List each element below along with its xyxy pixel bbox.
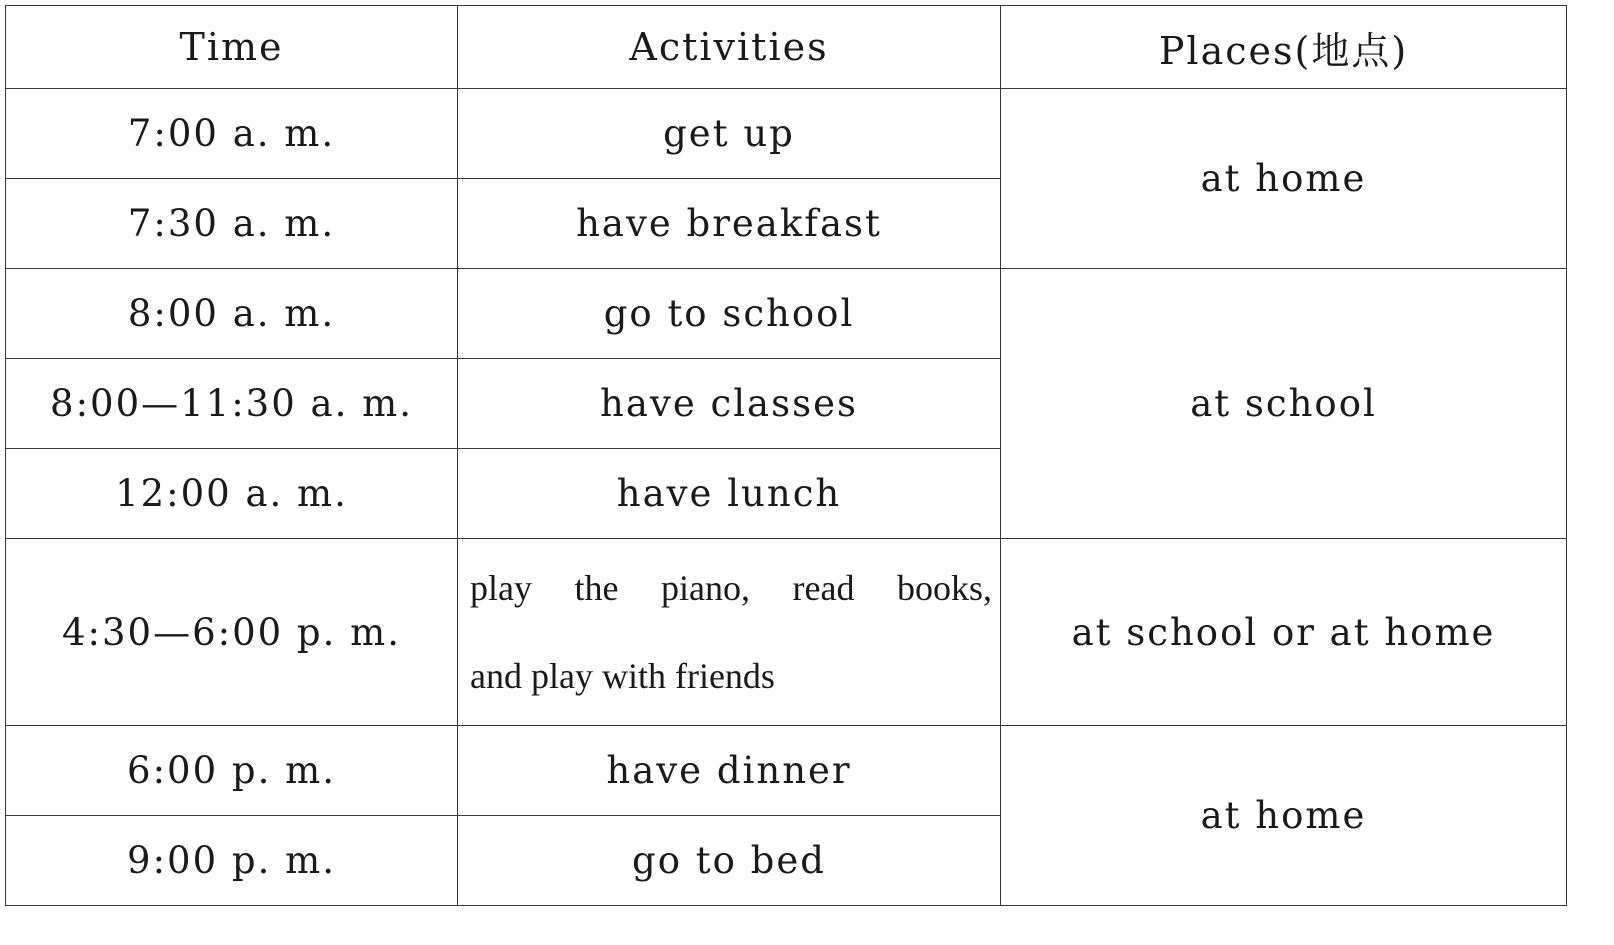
header-activities: Activities [458,6,1001,89]
activity-word: read [792,568,855,608]
time-cell: 4:30—6:00 p. m. [6,539,458,726]
time-cell: 6:00 p. m. [6,726,458,816]
time-cell: 7:00 a. m. [6,89,458,179]
time-cell: 8:00 a. m. [6,269,458,359]
activity-word: the [574,568,619,608]
activity-cell: have classes [458,359,1001,449]
activity-cell: go to bed [458,816,1001,906]
activity-word: books, [896,568,992,608]
time-cell: 8:00—11:30 a. m. [6,359,458,449]
time-cell: 7:30 a. m. [6,179,458,269]
place-cell: at home [1001,726,1567,906]
activity-cell: have breakfast [458,179,1001,269]
activity-line-1 [470,567,992,609]
header-places: Places(地点) [1001,6,1567,89]
activity-cell-multiline [458,539,1001,726]
activity-word: play [470,568,532,608]
time-cell: 9:00 p. m. [6,816,458,906]
time-cell: 12:00 a. m. [6,449,458,539]
activity-cell: go to school [458,269,1001,359]
table-row [6,89,1567,179]
place-cell: at school or at home [1001,539,1567,726]
table-header-row [6,6,1567,89]
daily-schedule-table [5,5,1567,906]
activity-word: piano, [661,568,750,608]
activity-cell: have lunch [458,449,1001,539]
table-row [6,269,1567,359]
activity-cell: have dinner [458,726,1001,816]
header-time: Time [6,6,458,89]
place-cell: at home [1001,89,1567,269]
place-cell: at school [1001,269,1567,539]
activity-cell: get up [458,89,1001,179]
table-row [6,726,1567,816]
table-row [6,539,1567,726]
activity-line-2: and play with friends [470,656,775,696]
